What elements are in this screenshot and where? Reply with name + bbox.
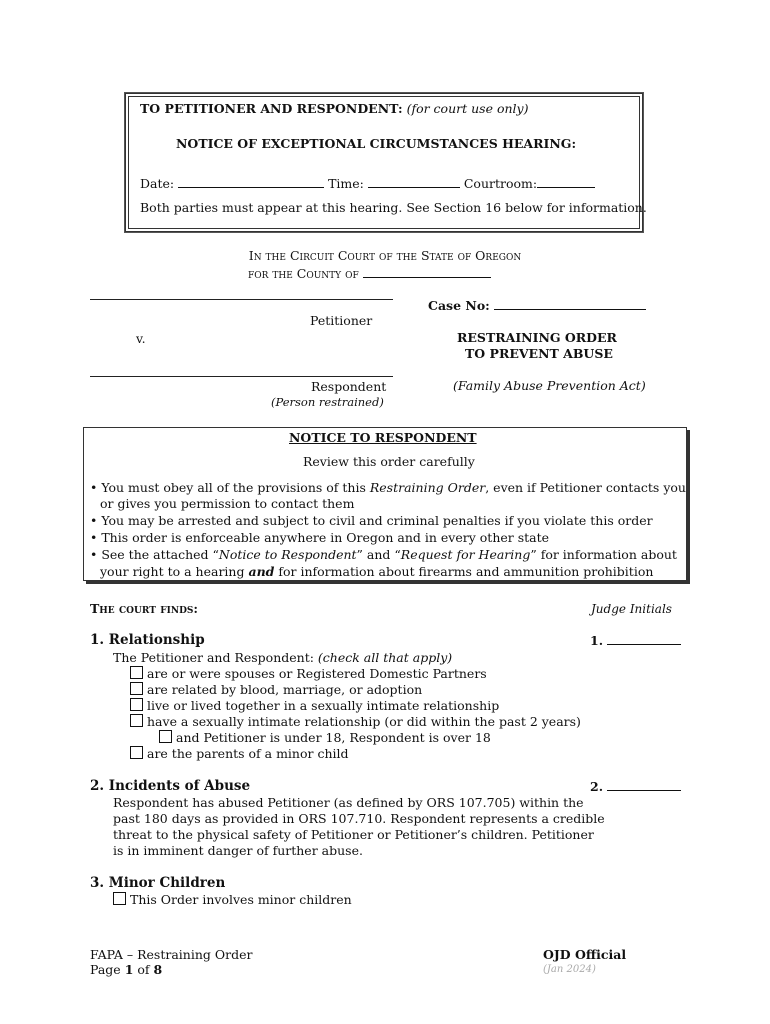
notice-bullet-2: • You may be arrested and subject to civil and criminal penalties if you violate this order bbox=[90, 513, 653, 528]
section-2-line: is in imminent danger of further abuse. bbox=[113, 843, 363, 858]
label: have a sexually intimate relationship (or did within the past 2 years) bbox=[147, 714, 581, 729]
text: your right to a hearing bbox=[100, 564, 249, 579]
section-3-title: 3. Minor Children bbox=[90, 875, 226, 891]
section-2-line: past 180 days as provided in ORS 107.710. Respondent represents a credible bbox=[113, 811, 605, 826]
footer-official: OJD Official bbox=[543, 947, 627, 962]
county-label: for the County of bbox=[248, 266, 359, 281]
text: The Petitioner and Respondent: bbox=[113, 650, 318, 665]
num: 2. bbox=[590, 779, 604, 794]
option-under-18[interactable] bbox=[159, 730, 491, 745]
checkbox[interactable] bbox=[130, 714, 143, 727]
text: • See the attached “ bbox=[90, 547, 219, 562]
respondent-label: Respondent bbox=[311, 379, 387, 394]
text: for information about firearms and ammunition prohibition bbox=[274, 564, 654, 579]
checkbox[interactable] bbox=[130, 746, 143, 759]
section-2-line: Respondent has abused Petitioner (as defined by ORS 107.705) within the bbox=[113, 795, 584, 810]
time-label: Time: bbox=[328, 176, 364, 191]
heading-note: (for court use only) bbox=[406, 101, 529, 116]
hearing-instruction: Both parties must appear at this hearing. See Section 16 below for information. bbox=[140, 200, 647, 215]
page-number: 1 bbox=[124, 962, 134, 977]
order-title-line2: TO PREVENT ABUSE bbox=[465, 346, 613, 361]
notice-bullet-4 bbox=[90, 547, 677, 562]
text: Notice to Respondent bbox=[218, 547, 357, 562]
checkbox[interactable] bbox=[130, 698, 143, 711]
case-no-field[interactable] bbox=[494, 297, 646, 310]
label: are related by blood, marriage, or adoption bbox=[147, 682, 423, 697]
text: and bbox=[248, 564, 275, 579]
hearing-fields bbox=[140, 175, 595, 191]
court-line1: In the Circuit Court of the State of Oregon bbox=[248, 248, 522, 263]
county-field[interactable] bbox=[363, 265, 491, 278]
initials-field[interactable] bbox=[607, 778, 681, 791]
footer-page bbox=[90, 962, 162, 977]
text: (check all that apply) bbox=[317, 650, 453, 665]
text: of bbox=[133, 962, 154, 977]
time-field[interactable] bbox=[368, 175, 460, 188]
notice-bullet-3: • This order is enforceable anywhere in Oregon and in every other state bbox=[90, 530, 550, 545]
label: live or lived together in a sexually intimate relationship bbox=[147, 698, 500, 713]
option-minor-children[interactable] bbox=[113, 892, 352, 907]
initials-field[interactable] bbox=[607, 632, 681, 645]
case-number bbox=[428, 297, 646, 313]
page-total: 8 bbox=[153, 962, 163, 977]
checkbox[interactable] bbox=[159, 730, 172, 743]
notice-subtitle: Review this order carefully bbox=[303, 454, 475, 469]
date-field[interactable] bbox=[178, 175, 324, 188]
date-label: Date: bbox=[140, 176, 175, 191]
num: 1. bbox=[590, 633, 604, 648]
respondent-note: (Person restrained) bbox=[271, 395, 384, 409]
text: , even if Petitioner contacts you bbox=[485, 480, 686, 495]
label: and Petitioner is under 18, Respondent is over 18 bbox=[176, 730, 491, 745]
judge-initials-label: Judge Initials bbox=[591, 602, 672, 616]
section-2-line: threat to the physical safety of Petitioner or Petitioner’s children. Petitioner bbox=[113, 827, 594, 842]
courtroom-label: Courtroom: bbox=[463, 176, 538, 191]
hearing-title: NOTICE OF EXCEPTIONAL CIRCUMSTANCES HEARING: bbox=[176, 136, 577, 151]
notice-bullet-1 bbox=[90, 480, 686, 495]
respondent-line[interactable] bbox=[90, 376, 393, 377]
notice-bullet-1-cont: or gives you permission to contact them bbox=[100, 496, 355, 511]
heading-text: TO PETITIONER AND RESPONDENT: bbox=[140, 101, 403, 116]
findings-heading: The court finds: bbox=[90, 601, 198, 616]
order-title-line1: RESTRAINING ORDER bbox=[457, 330, 617, 345]
option-spouses[interactable] bbox=[130, 666, 487, 681]
checkbox[interactable] bbox=[130, 666, 143, 679]
notice-bullet-4-cont bbox=[100, 564, 653, 579]
footer-date: (Jan 2024) bbox=[543, 964, 596, 975]
option-related[interactable] bbox=[130, 682, 422, 697]
case-no-label: Case No: bbox=[428, 298, 490, 313]
checkbox[interactable] bbox=[130, 682, 143, 695]
versus: v. bbox=[136, 331, 146, 346]
label: This Order involves minor children bbox=[130, 892, 352, 907]
option-intimate[interactable] bbox=[130, 714, 581, 729]
label: are or were spouses or Registered Domestic Partners bbox=[147, 666, 487, 681]
section-1-title: 1. Relationship bbox=[90, 632, 205, 648]
court-line2 bbox=[248, 265, 491, 281]
petitioner-label: Petitioner bbox=[310, 313, 373, 328]
courtroom-field[interactable] bbox=[537, 175, 595, 188]
option-lived-together[interactable] bbox=[130, 698, 499, 713]
section-2-initials bbox=[590, 778, 681, 794]
footer-form-name: FAPA – Restraining Order bbox=[90, 947, 253, 962]
text: Restraining Order bbox=[369, 480, 486, 495]
checkbox[interactable] bbox=[113, 892, 126, 905]
text: ” for information about bbox=[530, 547, 677, 562]
text: Page bbox=[90, 962, 125, 977]
label: are the parents of a minor child bbox=[147, 746, 349, 761]
text: ” and “ bbox=[356, 547, 401, 562]
section-1-intro bbox=[113, 650, 452, 665]
section-1-initials bbox=[590, 632, 681, 648]
text: Request for Hearing bbox=[400, 547, 531, 562]
act-name: (Family Abuse Prevention Act) bbox=[453, 378, 646, 393]
option-parents[interactable] bbox=[130, 746, 349, 761]
petitioner-line[interactable] bbox=[90, 299, 393, 300]
hearing-heading bbox=[140, 101, 528, 116]
section-2-title: 2. Incidents of Abuse bbox=[90, 778, 251, 794]
notice-title: NOTICE TO RESPONDENT bbox=[289, 430, 477, 445]
text: • You must obey all of the provisions of this bbox=[90, 480, 370, 495]
